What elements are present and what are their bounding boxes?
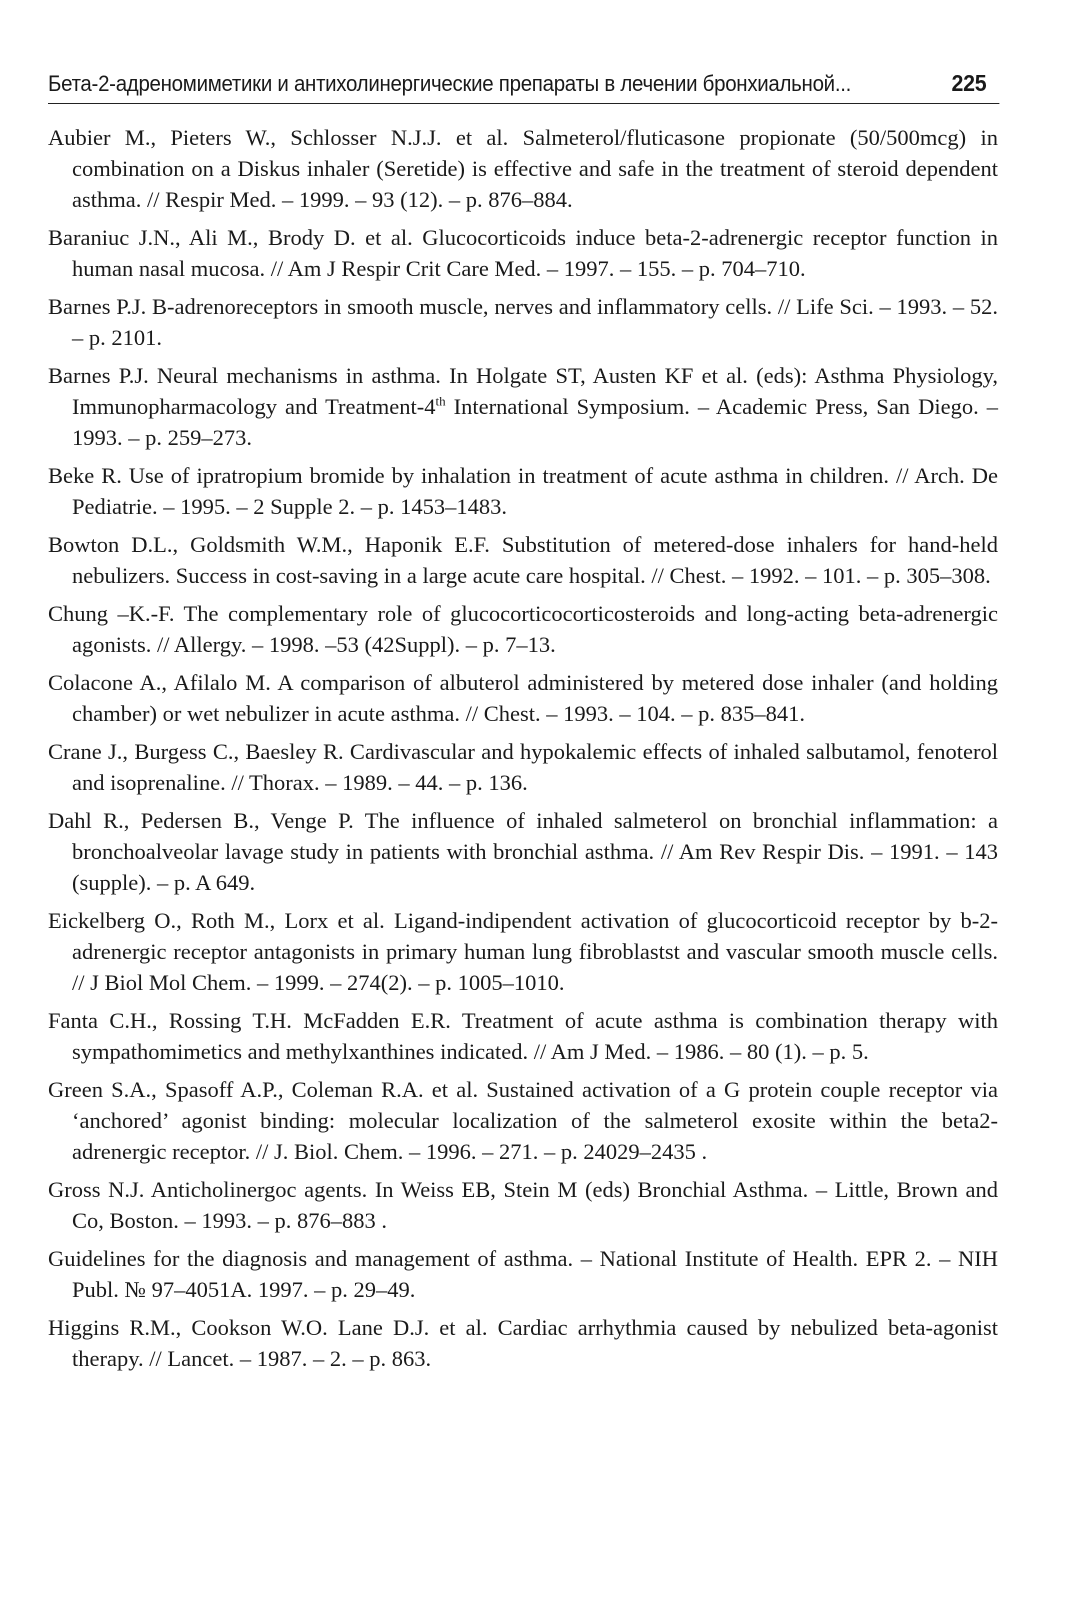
reference-item: Green S.A., Spasoff A.P., Coleman R.A. et al. Sustained activation of a G protein couple receptor via ‘anchored’ agonist binding: molecular localization of the salmeterol exosite within the beta2-adrenergic receptor. // J. Biol. Chem. – 1996. – 271. – p. 24029–2435 . <box>48 1077 998 1164</box>
reference-item: Fanta C.H., Rossing T.H. McFadden E.R. Treatment of acute asthma is combination therapy with sympathomimetics and methylxanthines indicated. // Am J Med. – 1986. – 80 (1). – p. 5. <box>48 1008 998 1064</box>
reference-list <box>48 122 998 1374</box>
reference-text-tail: International Symposium. – Academic Press, San Diego. – 1993. – p. 259–273. <box>72 394 998 450</box>
reference-item: Dahl R., Pedersen B., Venge P. The influence of inhaled salmeterol on bronchial inflammation: a bronchoalveolar lavage study in patients with bronchial asthma. // Am Rev Respir Dis. – 1991. – 143 (supple). – p. A 649. <box>48 808 998 895</box>
reference-item <box>48 360 998 453</box>
reference-item: Guidelines for the diagnosis and management of asthma. – National Institute of Health. EPR 2. – NIH Publ. № 97–4051A. 1997. – p. 29–49. <box>48 1246 998 1302</box>
reference-item: Baraniuc J.N., Ali M., Brody D. et al. Glucocorticoids induce beta-2-adrenergic receptor function in human nasal mucosa. // Am J Respir Crit Care Med. – 1997. – 155. – p. 704–710. <box>48 225 998 281</box>
running-head <box>48 70 999 104</box>
reference-item: Beke R. Use of ipratropium bromide by inhalation in treatment of acute asthma in children. // Arch. De Pediatrie. – 1995. – 2 Supple 2. – p. 1453–1483. <box>48 463 998 519</box>
document-page <box>48 70 998 1381</box>
reference-item: Colacone A., Afilalo M. A comparison of albuterol administered by metered dose inhaler (and holding chamber) or wet nebulizer in acute asthma. // Chest. – 1993. – 104. – p. 835–841. <box>48 670 998 726</box>
reference-item: Chung –K.-F. The complementary role of glucocorticocorticosteroids and long-acting beta-adrenergic agonists. // Allergy. – 1998. –53 (42Suppl). – p. 7–13. <box>48 601 998 657</box>
ordinal-superscript: th <box>435 393 446 409</box>
reference-item: Bowton D.L., Goldsmith W.M., Haponik E.F. Substitution of metered-dose inhalers for hand-held nebulizers. Success in cost-saving in a large acute care hospital. // Chest. – 1992. – 101. – p. 305–308. <box>48 532 998 588</box>
reference-item: Higgins R.M., Cookson W.O. Lane D.J. et al. Cardiac arrhythmia caused by nebulized beta-agonist therapy. // Lancet. – 1987. – 2. – p. 863. <box>48 1315 998 1371</box>
reference-item: Aubier M., Pieters W., Schlosser N.J.J. et al. Salmeterol/fluticasone propionate (50/500mcg) in combination on a Diskus inhaler (Seretide) is effective and safe in the treatment of steroid dependent asthma. // Respir Med. – 1999. – 93 (12). – p. 876–884. <box>48 125 998 212</box>
running-head-title: Бета-2-адреномиметики и антихолинергические препараты в лечении бронхиальной... <box>48 71 852 96</box>
reference-text: Barnes P.J. Neural mechanisms in asthma. In Holgate ST, Austen KF et al. (eds): Asthma Physiology, Immunopharmacology and Treatment-4 <box>48 363 998 419</box>
reference-item: Barnes P.J. B-adrenoreceptors in smooth muscle, nerves and inflammatory cells. // Life Sci. – 1993. – 52. – p. 2101. <box>48 294 998 350</box>
reference-item: Gross N.J. Anticholinergoc agents. In Weiss EB, Stein M (eds) Bronchial Asthma. – Little, Brown and Co, Boston. – 1993. – p. 876–883 . <box>48 1177 998 1233</box>
reference-item: Crane J., Burgess C., Baesley R. Cardivascular and hypokalemic effects of inhaled salbutamol, fenoterol and isoprenaline. // Thorax. – 1989. – 44. – p. 136. <box>48 739 998 795</box>
page-number: 225 <box>951 70 987 96</box>
reference-item: Eickelberg O., Roth M., Lorx et al. Ligand-indipendent activation of glucocorticoid receptor by b-2-adrenergic receptor antagonists in primary human lung fibroblastst and vascular smooth muscle cells. // J Biol Mol Chem. – 1999. – 274(2). – p. 1005–1010. <box>48 908 998 995</box>
